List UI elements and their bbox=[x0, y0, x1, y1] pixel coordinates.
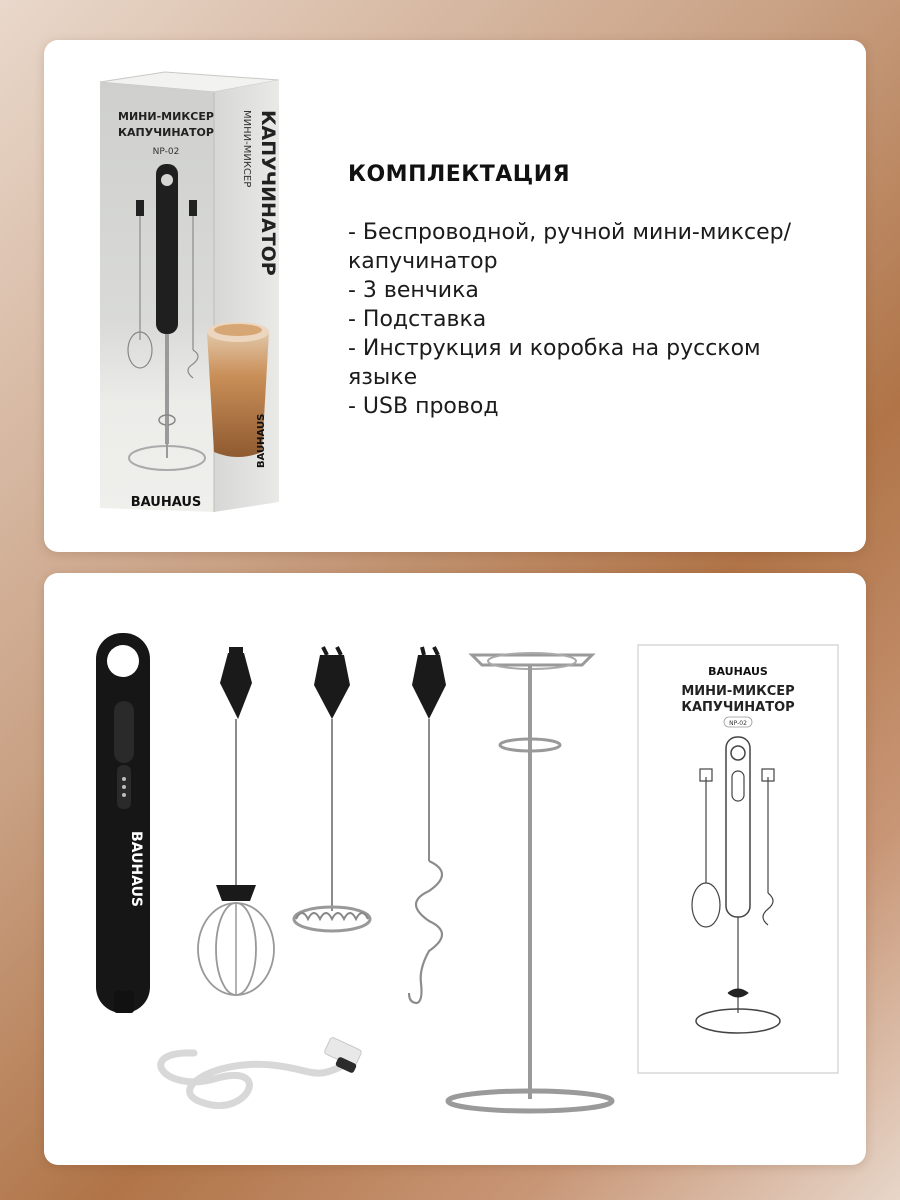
list-item: - USB провод bbox=[348, 394, 499, 419]
box-side-brand: BAUHAUS bbox=[256, 413, 267, 468]
list-item: капучинатор bbox=[348, 249, 498, 274]
whisk-stand bbox=[448, 653, 612, 1111]
usb-cable bbox=[161, 1037, 362, 1106]
list-item: - Подставка bbox=[348, 307, 487, 332]
kit-contents-card bbox=[44, 40, 866, 552]
list-item: - Инструкция и коробка на русском bbox=[348, 336, 761, 361]
kit-items-list bbox=[348, 218, 858, 421]
manual-brand: BAUHAUS bbox=[708, 665, 768, 678]
instruction-manual bbox=[638, 645, 838, 1073]
box-side-subtitle: МИНИ-МИКСЕР bbox=[241, 110, 252, 188]
spiral-whisk bbox=[409, 647, 446, 1003]
box-brand: BAUHAUS bbox=[130, 495, 202, 510]
mixer-handle bbox=[96, 633, 150, 1013]
mixer-brand: BAUHAUS bbox=[128, 831, 144, 908]
manual-model: NP-02 bbox=[729, 720, 747, 727]
coil-whisk bbox=[294, 647, 370, 931]
box-title-line2: КАПУЧИНАТОР bbox=[118, 126, 214, 139]
list-item: - 3 венчика bbox=[348, 278, 479, 303]
kit-heading: КОМПЛЕКТАЦИЯ bbox=[348, 162, 571, 187]
list-item: - Беспроводной, ручной мини-миксер/ bbox=[348, 220, 792, 245]
balloon-whisk bbox=[198, 647, 274, 995]
manual-title-line1: МИНИ-МИКСЕР bbox=[681, 684, 795, 699]
manual-title-line2: КАПУЧИНАТОР bbox=[681, 700, 795, 715]
kit-items-photo-card bbox=[44, 573, 866, 1165]
kit-items-image bbox=[44, 573, 866, 1165]
box-side-title: КАПУЧИНАТОР bbox=[257, 110, 279, 276]
box-title-line1: МИНИ-МИКСЕР bbox=[118, 110, 214, 123]
box-model: NP-02 bbox=[152, 147, 180, 157]
list-item: языке bbox=[348, 365, 418, 390]
